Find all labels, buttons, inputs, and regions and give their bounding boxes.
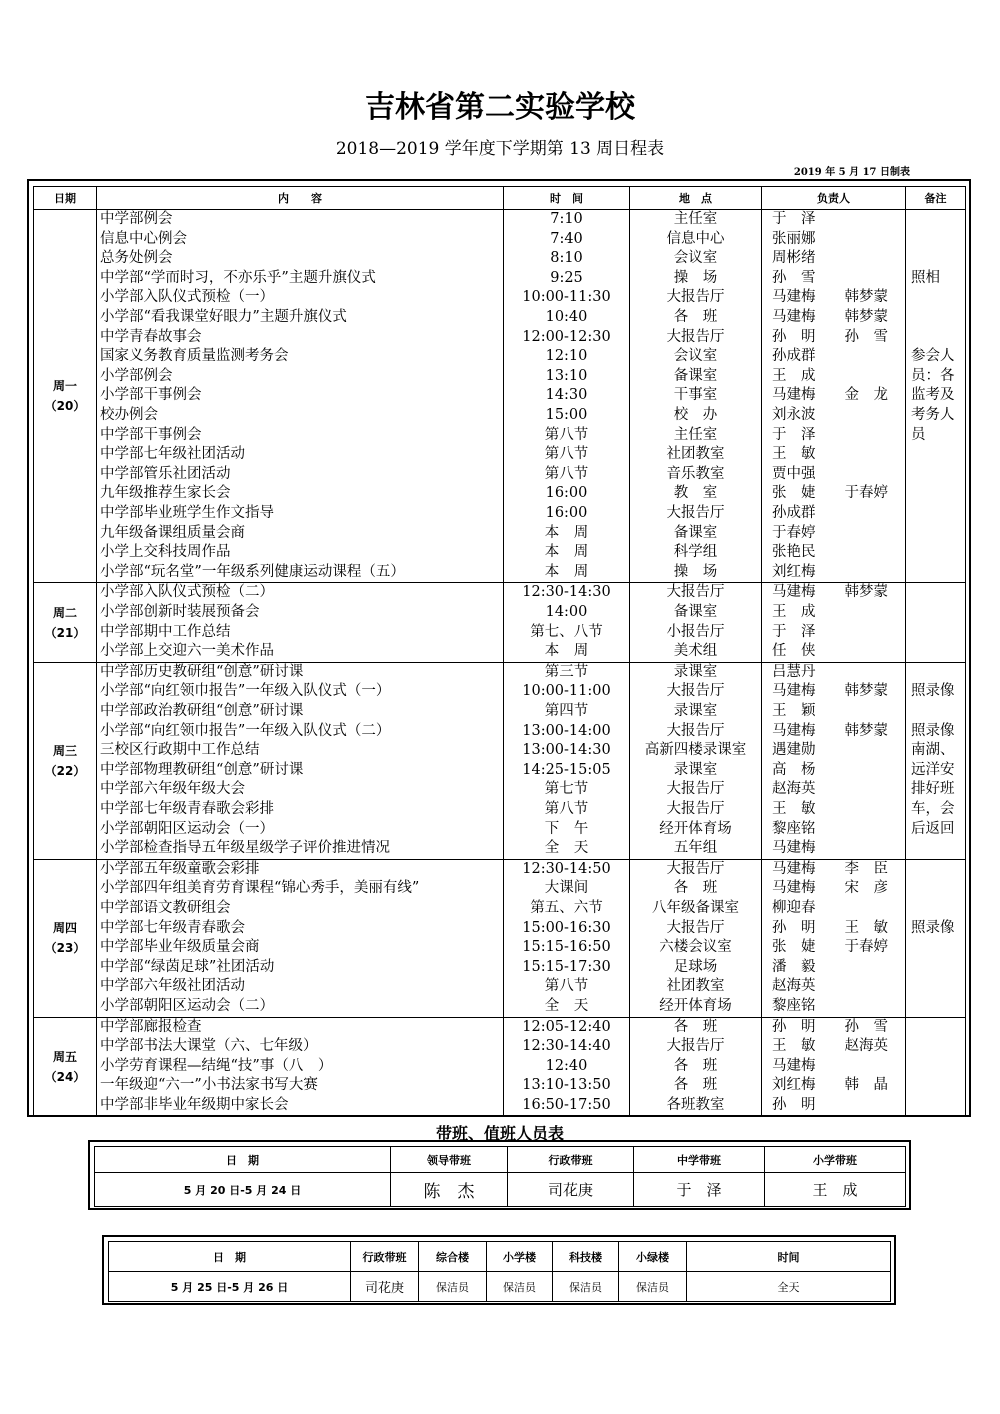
duty-row [95, 1173, 906, 1207]
event-place: 经开体育场 [659, 997, 732, 1014]
event-content: 小学部入队仪式预检（二） [100, 584, 274, 601]
col-header-note: 备注 [906, 187, 966, 210]
event-place: 高新四楼录课室 [644, 742, 747, 759]
event-person: 王 成 [772, 367, 816, 384]
event-content: 小学部朝阳区运动会（一） [100, 820, 274, 837]
event-time-column [504, 859, 630, 1017]
event-content: 小学部创新时装展预备会 [100, 603, 260, 620]
note-text: 照相 [911, 269, 940, 286]
event-person: 马建梅 [772, 840, 816, 857]
event-person: 孙 明 王 敏 [772, 919, 888, 936]
event-person: 孙成群 [772, 348, 816, 365]
weekly-schedule-table [33, 186, 966, 1117]
duty-table [94, 1146, 906, 1207]
event-place: 各 班 [673, 308, 718, 325]
event-person: 于 泽 [772, 426, 816, 443]
day-cell [34, 210, 97, 583]
event-place: 录课室 [673, 761, 718, 778]
event-person: 孙 雪 [772, 269, 816, 286]
event-time: 12:00-12:30 [522, 328, 611, 345]
event-content: 小学上交科技周作品 [100, 544, 231, 561]
weekend-header-building4: 小绿楼 [619, 1242, 687, 1272]
day-block [34, 662, 966, 859]
event-content: 小学部“玩名堂”一年级系列健康运动课程（五） [100, 563, 405, 580]
event-content: 信息中心例会 [100, 230, 187, 247]
event-place: 足球场 [673, 958, 718, 975]
weekend-duty-table [108, 1241, 891, 1302]
day-cell [34, 662, 97, 859]
event-person: 张艳民 [772, 544, 816, 561]
event-person: 黎座铭 [772, 820, 816, 837]
event-time: 第八节 [544, 465, 589, 482]
event-content: 中学部廊报检查 [100, 1018, 202, 1035]
day-cell [34, 859, 97, 1017]
event-content: 小学部上交迎六一美术作品 [100, 643, 274, 660]
event-place: 备课室 [673, 603, 718, 620]
event-place: 八年级备课室 [652, 899, 739, 916]
event-content: 中学部物理教研组“创意”研讨课 [100, 761, 304, 778]
event-time: 15:15-16:50 [522, 939, 611, 956]
event-person: 任 侠 [772, 643, 816, 660]
event-person-column [762, 662, 906, 859]
event-person: 王 颖 [772, 702, 816, 719]
day-cell [34, 1017, 97, 1116]
event-time: 12:30-14:50 [522, 860, 611, 877]
event-place: 各 班 [673, 1018, 718, 1035]
event-time: 第三节 [544, 663, 589, 680]
event-time: 10:00-11:00 [522, 683, 611, 700]
event-person: 赵海英 [772, 781, 816, 798]
event-place: 录课室 [673, 702, 718, 719]
event-person: 贾中强 [772, 465, 816, 482]
weekend-building1: 保洁员 [419, 1272, 487, 1302]
note-cell [906, 859, 966, 1017]
event-place-column [630, 583, 762, 662]
event-place: 大报告厅 [666, 584, 725, 601]
event-person: 黎座铭 [772, 997, 816, 1014]
event-content-column [97, 583, 504, 662]
event-person: 张丽娜 [772, 230, 816, 247]
event-content: 小学部“看我课堂好眼力”主题升旗仪式 [100, 308, 347, 325]
event-person: 刘红梅 韩 晶 [772, 1077, 888, 1094]
event-time: 12:05-12:40 [522, 1018, 611, 1035]
weekend-building3: 保洁员 [553, 1272, 619, 1302]
event-place: 大报告厅 [666, 919, 725, 936]
event-time: 15:00 [545, 406, 588, 423]
day-block [34, 210, 966, 583]
event-person-column [762, 1017, 906, 1116]
event-place: 教 室 [673, 485, 718, 502]
event-time: 本 周 [544, 563, 589, 580]
event-person: 孙 明 孙 雪 [772, 328, 888, 345]
event-time: 第七、八节 [530, 623, 603, 640]
event-person-column [762, 210, 906, 583]
weekend-building4: 保洁员 [619, 1272, 687, 1302]
event-content: 一年级迎“六一”小书法家书写大赛 [100, 1077, 318, 1094]
weekend-header-time: 时间 [687, 1242, 891, 1272]
event-place: 各 班 [673, 1057, 718, 1074]
weekend-header-building2: 小学楼 [487, 1242, 553, 1272]
event-place-column [630, 859, 762, 1017]
week-number: （23） [44, 941, 86, 956]
event-person: 赵海英 [772, 978, 816, 995]
day-name: 周五 [52, 1049, 77, 1064]
event-content: 中学部七年级社团活动 [100, 446, 245, 463]
event-place: 小报告厅 [666, 623, 725, 640]
note-text: 参会人员：各监考及考务人员 [911, 348, 955, 443]
duty-header-admin: 行政带班 [508, 1147, 634, 1173]
event-content: 中学部管乐社团活动 [100, 465, 231, 482]
event-person: 张 婕 于春婷 [772, 939, 888, 956]
event-time: 第七节 [544, 781, 589, 798]
week-number: （24） [44, 1069, 86, 1084]
event-person: 潘 毅 [772, 958, 816, 975]
event-person: 孙 明 孙 雪 [772, 1018, 888, 1035]
event-time-column [504, 583, 630, 662]
note-cell [906, 210, 966, 583]
event-content: 中学部六年级年级大会 [100, 781, 245, 798]
event-person: 孙 明 [772, 1096, 816, 1113]
week-number: （21） [44, 625, 86, 640]
event-time: 14:25-15:05 [522, 761, 611, 778]
event-place: 操 场 [673, 269, 718, 286]
col-header-place: 地 点 [630, 187, 762, 210]
event-place: 经开体育场 [659, 820, 732, 837]
event-place-column [630, 1017, 762, 1116]
event-person: 王 敏 赵海英 [772, 1038, 888, 1055]
event-place: 备课室 [673, 524, 718, 541]
event-time: 本 周 [544, 643, 589, 660]
event-time: 第四节 [544, 702, 589, 719]
event-content: 中学部毕业年级质量会商 [100, 939, 260, 956]
day-block [34, 859, 966, 1017]
event-time: 12:30-14:40 [522, 1038, 611, 1055]
event-time: 10:00-11:30 [522, 289, 611, 306]
event-time: 第八节 [544, 978, 589, 995]
event-content: 中学部期中工作总结 [100, 623, 231, 640]
weekend-header-row [109, 1242, 891, 1272]
event-place: 备课室 [673, 367, 718, 384]
event-content-column [97, 210, 504, 583]
event-time: 14:00 [545, 603, 588, 620]
event-person: 马建梅 韩梦蒙 [772, 683, 888, 700]
event-content: 小学部四年组美育劳育课程“锦心秀手，美丽有线” [100, 880, 420, 897]
event-content: 中学部语文教研组会 [100, 899, 231, 916]
event-time: 第五、六节 [530, 899, 603, 916]
event-place-column [630, 662, 762, 859]
duty-header-leader: 领导带班 [391, 1147, 508, 1173]
note-cell [906, 1017, 966, 1116]
event-place: 会议室 [673, 348, 718, 365]
event-place: 主任室 [673, 426, 718, 443]
event-person: 吕慧丹 [772, 663, 816, 680]
weekend-building2: 保洁员 [487, 1272, 553, 1302]
event-place: 主任室 [673, 211, 718, 227]
week-number: （20） [44, 399, 86, 414]
event-place: 信息中心 [666, 230, 725, 247]
day-name: 周四 [52, 921, 77, 936]
event-place: 美术组 [673, 643, 718, 660]
event-person: 周彬绪 [772, 250, 816, 267]
duty-header-row [95, 1147, 906, 1173]
event-place: 大报告厅 [666, 722, 725, 739]
event-person: 于 泽 [772, 623, 816, 640]
event-time: 15:00-16:30 [522, 919, 611, 936]
day-name: 周三 [52, 743, 77, 758]
event-person: 马建梅 韩梦蒙 [772, 308, 888, 325]
event-time-column [504, 662, 630, 859]
event-time: 12:40 [545, 1057, 588, 1074]
event-time: 12:10 [545, 348, 588, 365]
duty-header-primary: 小学带班 [765, 1147, 906, 1173]
event-person: 马建梅 韩梦蒙 [772, 584, 888, 601]
col-header-person: 负责人 [762, 187, 906, 210]
note-text: 照录像南湖、远洋安排好班车，会后返回 [911, 722, 955, 837]
schedule-subtitle: 2018—2019 学年度下学期第 13 周日程表 [335, 139, 665, 159]
event-content: 中学青春故事会 [100, 328, 202, 345]
note-text: 照录像 [911, 683, 955, 700]
event-place: 大报告厅 [666, 504, 725, 521]
duty-header-date: 日 期 [95, 1147, 391, 1173]
event-time-column [504, 1017, 630, 1116]
event-time-column [504, 210, 630, 583]
event-person: 于 泽 [772, 211, 816, 227]
event-content: 小学劳育课程—结绳“技”事（八 ） [100, 1057, 333, 1074]
event-time: 下 午 [544, 820, 589, 837]
event-time: 10:40 [545, 308, 588, 325]
duty-table-frame [88, 1140, 911, 1210]
event-content: 小学部五年级童歌会彩排 [100, 860, 260, 877]
event-content: 中学部“学而时习，不亦乐乎”主题升旗仪式 [100, 269, 376, 286]
event-person: 王 敏 [772, 800, 816, 817]
event-content: 中学部历史教研组“创意”研讨课 [100, 663, 304, 680]
event-content: 中学部“绿茵足球”社团活动 [100, 958, 275, 975]
event-place: 操 场 [673, 563, 718, 580]
weekend-header-building1: 综合楼 [419, 1242, 487, 1272]
event-place: 六楼会议室 [659, 939, 732, 956]
event-content: 中学部政治教研组“创意”研讨课 [100, 702, 304, 719]
event-time: 第八节 [544, 426, 589, 443]
day-name: 周一 [52, 379, 77, 394]
event-content: 中学部毕业班学生作文指导 [100, 504, 274, 521]
schedule-header-row [34, 187, 966, 210]
event-person: 高 杨 [772, 761, 816, 778]
event-person: 马建梅 宋 彦 [772, 880, 888, 897]
event-place: 五年组 [673, 840, 718, 857]
col-header-content: 内 容 [97, 187, 504, 210]
event-time: 14:30 [545, 387, 588, 404]
weekend-header-building3: 科技楼 [553, 1242, 619, 1272]
event-time: 12:30-14:30 [522, 584, 611, 601]
event-place: 校 办 [673, 406, 718, 423]
duty-table-title: 带班、值班人员表 [435, 1124, 564, 1143]
event-content: 国家义务教育质量监测考务会 [100, 348, 289, 365]
event-time: 7:10 [550, 211, 583, 227]
event-person-column [762, 583, 906, 662]
event-person: 孙成群 [772, 504, 816, 521]
duty-primary: 王 成 [765, 1173, 906, 1207]
event-content: 中学部七年级青春歌会彩排 [100, 800, 274, 817]
event-content: 小学部入队仪式预检（一） [100, 289, 274, 306]
event-time: 第八节 [544, 446, 589, 463]
event-content: 校办例会 [100, 406, 158, 423]
event-content-column [97, 1017, 504, 1116]
duty-middle: 于 泽 [634, 1173, 765, 1207]
weekend-header-admin: 行政带班 [351, 1242, 419, 1272]
event-place: 大报告厅 [666, 683, 725, 700]
event-person: 王 敏 [772, 446, 816, 463]
event-time: 7:40 [550, 230, 583, 247]
event-place-column [630, 210, 762, 583]
event-person: 马建梅 李 臣 [772, 860, 888, 877]
week-number: （22） [44, 763, 86, 778]
event-person: 刘永波 [772, 406, 816, 423]
event-person: 遇建勋 [772, 742, 816, 759]
event-content: 中学部非毕业年级期中家长会 [100, 1096, 289, 1113]
event-content: 小学部“向红领巾报告”一年级入队仪式（一） [100, 683, 391, 700]
event-time: 全 天 [544, 997, 589, 1014]
event-content: 中学部书法大课堂（六、七年级） [100, 1038, 318, 1055]
weekend-time: 全天 [687, 1272, 891, 1302]
weekly-schedule-frame [27, 179, 971, 1117]
event-time: 15:15-17:30 [522, 958, 611, 975]
note-cell [906, 583, 966, 662]
event-place: 大报告厅 [666, 289, 725, 306]
event-place: 科学组 [673, 544, 718, 561]
event-person: 马建梅 韩梦蒙 [772, 289, 888, 306]
event-content: 小学部“向红领巾报告”一年级入队仪式（二） [100, 722, 391, 739]
event-time: 13:00-14:30 [522, 742, 611, 759]
event-content: 总务处例会 [100, 250, 173, 267]
event-place: 各 班 [673, 880, 718, 897]
event-time: 13:10 [545, 367, 588, 384]
event-place: 录课室 [673, 663, 718, 680]
day-name: 周二 [52, 605, 77, 620]
duty-leader: 陈 杰 [391, 1173, 508, 1207]
made-date: 2019 年 5 月 17 日制表 [793, 167, 910, 178]
weekend-date: 5 月 25 日-5 月 26 日 [109, 1272, 351, 1302]
event-content: 中学部例会 [100, 211, 173, 227]
event-content-column [97, 859, 504, 1017]
school-title: 吉林省第二实验学校 [365, 90, 635, 125]
event-place: 干事室 [673, 387, 718, 404]
event-time: 第八节 [544, 800, 589, 817]
event-time: 13:00-14:00 [522, 722, 611, 739]
event-place: 大报告厅 [666, 328, 725, 345]
day-block [34, 583, 966, 662]
event-person: 于春婷 [772, 524, 816, 541]
event-content-column [97, 662, 504, 859]
event-time: 本 周 [544, 524, 589, 541]
event-content: 九年级备课组质量会商 [100, 524, 245, 541]
event-content: 中学部七年级青春歌会 [100, 919, 245, 936]
event-person: 刘红梅 [772, 563, 816, 580]
event-person: 张 婕 于春婷 [772, 485, 888, 502]
event-place: 社团教室 [666, 446, 725, 463]
duty-header-middle: 中学带班 [634, 1147, 765, 1173]
event-time: 9:25 [550, 269, 583, 286]
event-person: 马建梅 金 龙 [772, 387, 888, 404]
event-content: 小学部例会 [100, 367, 173, 384]
weekend-row [109, 1272, 891, 1302]
event-place: 社团教室 [666, 978, 725, 995]
event-time: 13:10-13:50 [522, 1077, 611, 1094]
day-cell [34, 583, 97, 662]
event-person: 王 成 [772, 603, 816, 620]
event-place: 大报告厅 [666, 800, 725, 817]
event-time: 大课间 [544, 880, 589, 897]
event-place: 各 班 [673, 1077, 718, 1094]
weekend-table-frame [102, 1235, 896, 1305]
event-person-column [762, 859, 906, 1017]
event-time: 16:00 [545, 504, 588, 521]
event-content: 中学部干事例会 [100, 426, 202, 443]
duty-date: 5 月 20 日-5 月 24 日 [95, 1173, 391, 1207]
event-person: 马建梅 [772, 1057, 816, 1074]
event-place: 会议室 [673, 250, 718, 267]
event-time: 本 周 [544, 544, 589, 561]
event-place: 音乐教室 [666, 465, 725, 482]
col-header-time: 时 间 [504, 187, 630, 210]
weekend-admin: 司花庚 [351, 1272, 419, 1302]
note-text: 照录像 [911, 919, 955, 936]
event-content: 小学部检查指导五年级星级学子评价推进情况 [100, 840, 390, 857]
duty-admin: 司花庚 [508, 1173, 634, 1207]
event-time: 16:50-17:50 [522, 1096, 611, 1113]
event-person: 马建梅 韩梦蒙 [772, 722, 888, 739]
event-content: 小学部干事例会 [100, 387, 202, 404]
day-block [34, 1017, 966, 1116]
note-cell [906, 662, 966, 859]
weekend-header-date: 日 期 [109, 1242, 351, 1272]
col-header-date: 日期 [34, 187, 97, 210]
event-place: 大报告厅 [666, 781, 725, 798]
event-content: 三校区行政期中工作总结 [100, 742, 260, 759]
event-place: 各班教室 [666, 1096, 725, 1113]
event-person: 柳迎春 [772, 899, 816, 916]
event-content: 小学部朝阳区运动会（二） [100, 997, 274, 1014]
event-time: 16:00 [545, 485, 588, 502]
event-time: 全 天 [544, 840, 589, 857]
event-content: 中学部六年级社团活动 [100, 978, 245, 995]
event-content: 九年级推荐生家长会 [100, 485, 231, 502]
event-place: 大报告厅 [666, 860, 725, 877]
event-place: 大报告厅 [666, 1038, 725, 1055]
event-time: 8:10 [550, 250, 583, 267]
